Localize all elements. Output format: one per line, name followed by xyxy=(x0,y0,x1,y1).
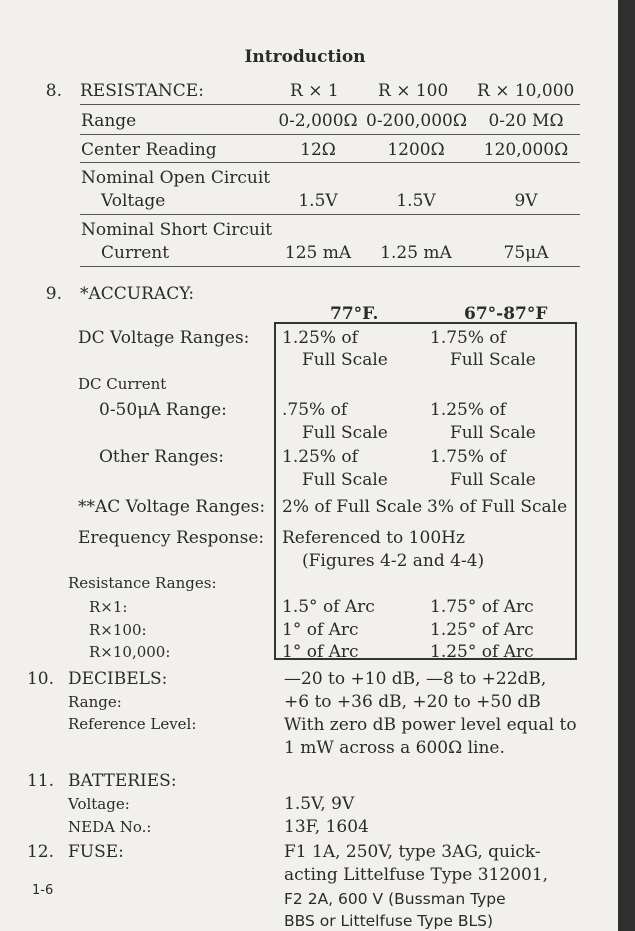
row-label-short-circuit-2: Current xyxy=(101,243,170,263)
label-dc-current: DC Current xyxy=(78,375,167,393)
label-resistance-ranges: Resistance Ranges: xyxy=(68,574,217,592)
item-number-9: 9. xyxy=(45,284,62,304)
batteries-neda: 13F, 1604 xyxy=(284,817,369,837)
other-67-line2: Full Scale xyxy=(450,470,536,490)
table-rule xyxy=(80,104,580,105)
range-050-67-line2: Full Scale xyxy=(450,423,536,443)
range-050-77-line1: .75% of xyxy=(282,400,348,420)
cell-open-rx10000: 9V xyxy=(514,191,538,211)
dc-voltage-67-line2: Full Scale xyxy=(450,350,536,370)
dc-voltage-67-line1: 1.75% of xyxy=(430,328,506,348)
cell-short-rx10000: 75μA xyxy=(503,243,549,263)
decibels-label: DECIBELS: xyxy=(68,669,168,689)
decibels-range-label: Range: xyxy=(68,693,122,711)
cell-open-rx100: 1.5V xyxy=(396,191,436,211)
rx1-67: 1.75° of Arc xyxy=(430,597,534,617)
row-label-range: Range xyxy=(81,111,137,131)
item-number-12: 12. xyxy=(26,842,54,862)
label-rx10000: R×10,000: xyxy=(89,643,171,661)
decibels-value-line2: +6 to +36 dB, +20 to +50 dB xyxy=(284,692,541,712)
fuse-line2: acting Littelfuse Type 312001, xyxy=(284,865,549,885)
column-header-rx100: R × 100 xyxy=(378,81,449,101)
rx100-77: 1° of Arc xyxy=(282,620,359,640)
decibels-value-line1: —20 to +10 dB, —8 to +22dB, xyxy=(284,669,547,689)
item-number-8: 8. xyxy=(45,81,62,101)
decibels-value-line4: 1 mW across a 600Ω line. xyxy=(284,738,505,758)
fuse-line4: BBS or Littelfuse Type BLS) xyxy=(284,912,493,930)
row-label-open-circuit: Nominal Open Circuit xyxy=(81,168,271,188)
resistance-label: RESISTANCE: xyxy=(80,81,204,101)
batteries-voltage: 1.5V, 9V xyxy=(284,794,355,814)
range-050-77-line2: Full Scale xyxy=(302,423,388,443)
cell-center-rx10000: 120,000Ω xyxy=(483,140,569,160)
table-rule xyxy=(80,214,580,215)
range-050-67-line1: 1.25% of xyxy=(430,400,506,420)
rx1-77: 1.5° of Arc xyxy=(282,597,375,617)
other-67-line1: 1.75% of xyxy=(430,447,506,467)
other-77-line1: 1.25% of xyxy=(282,447,358,467)
cell-range-rx100: 0-200,000Ω xyxy=(366,111,467,131)
label-dc-voltage: DC Voltage Ranges: xyxy=(78,328,250,348)
column-header-rx10000: R × 10,000 xyxy=(477,81,575,101)
fuse-label: FUSE: xyxy=(68,842,124,862)
label-other-ranges: Other Ranges: xyxy=(99,447,224,467)
ac-voltage-67: 3% of Full Scale xyxy=(427,497,568,517)
decibels-value-line3: With zero dB power level equal to xyxy=(284,715,577,735)
row-label-center-reading: Center Reading xyxy=(81,140,217,160)
decibels-reference-label: Reference Level: xyxy=(68,715,197,733)
label-ac-voltage: **AC Voltage Ranges: xyxy=(78,497,266,517)
table-rule xyxy=(80,134,580,135)
dc-voltage-77-line1: 1.25% of xyxy=(282,328,358,348)
fuse-line3: F2 2A, 600 V (Bussman Type xyxy=(284,890,506,908)
row-label-short-circuit: Nominal Short Circuit xyxy=(81,220,273,240)
table-rule xyxy=(80,162,580,163)
row-label-open-circuit-2: Voltage xyxy=(101,191,166,211)
label-rx1: R×1: xyxy=(89,598,128,616)
rx100-67: 1.25° of Arc xyxy=(430,620,534,640)
accuracy-label: *ACCURACY: xyxy=(80,284,195,304)
item-number-10: 10. xyxy=(26,669,54,689)
cell-center-rx1: 12Ω xyxy=(300,140,336,160)
ac-voltage-77: 2% of Full Scale xyxy=(282,497,423,517)
cell-range-rx10000: 0-20 MΩ xyxy=(488,111,564,131)
page-title: Introduction xyxy=(244,47,366,67)
batteries-neda-label: NEDA No.: xyxy=(68,818,152,836)
cell-range-rx1: 0-2,000Ω xyxy=(278,111,358,131)
frequency-line1: Referenced to 100Hz xyxy=(282,528,465,548)
cell-center-rx100: 1200Ω xyxy=(387,140,445,160)
rx10000-77: 1° of Arc xyxy=(282,642,359,662)
label-rx100: R×100: xyxy=(89,621,147,639)
frequency-line2: (Figures 4-2 and 4-4) xyxy=(302,551,485,571)
accuracy-header-67-87f: 67°-87°F xyxy=(464,304,548,324)
label-0-50ua-range: 0-50μA Range: xyxy=(99,400,227,420)
page-number: 1-6 xyxy=(32,883,54,898)
item-number-11: 11. xyxy=(26,771,54,791)
page-edge-shadow xyxy=(618,0,635,931)
label-frequency-response: Erequency Response: xyxy=(78,528,265,548)
cell-short-rx1: 125 mA xyxy=(284,243,352,263)
cell-short-rx100: 1.25 mA xyxy=(380,243,452,263)
dc-voltage-77-line2: Full Scale xyxy=(302,350,388,370)
accuracy-header-77f: 77°F. xyxy=(330,304,379,324)
batteries-label: BATTERIES: xyxy=(68,771,177,791)
rx10000-67: 1.25° of Arc xyxy=(430,642,534,662)
table-rule xyxy=(80,266,580,267)
other-77-line2: Full Scale xyxy=(302,470,388,490)
batteries-voltage-label: Voltage: xyxy=(68,795,130,813)
cell-open-rx1: 1.5V xyxy=(298,191,338,211)
fuse-line1: F1 1A, 250V, type 3AG, quick- xyxy=(284,842,541,862)
column-header-rx1: R × 1 xyxy=(290,81,339,101)
